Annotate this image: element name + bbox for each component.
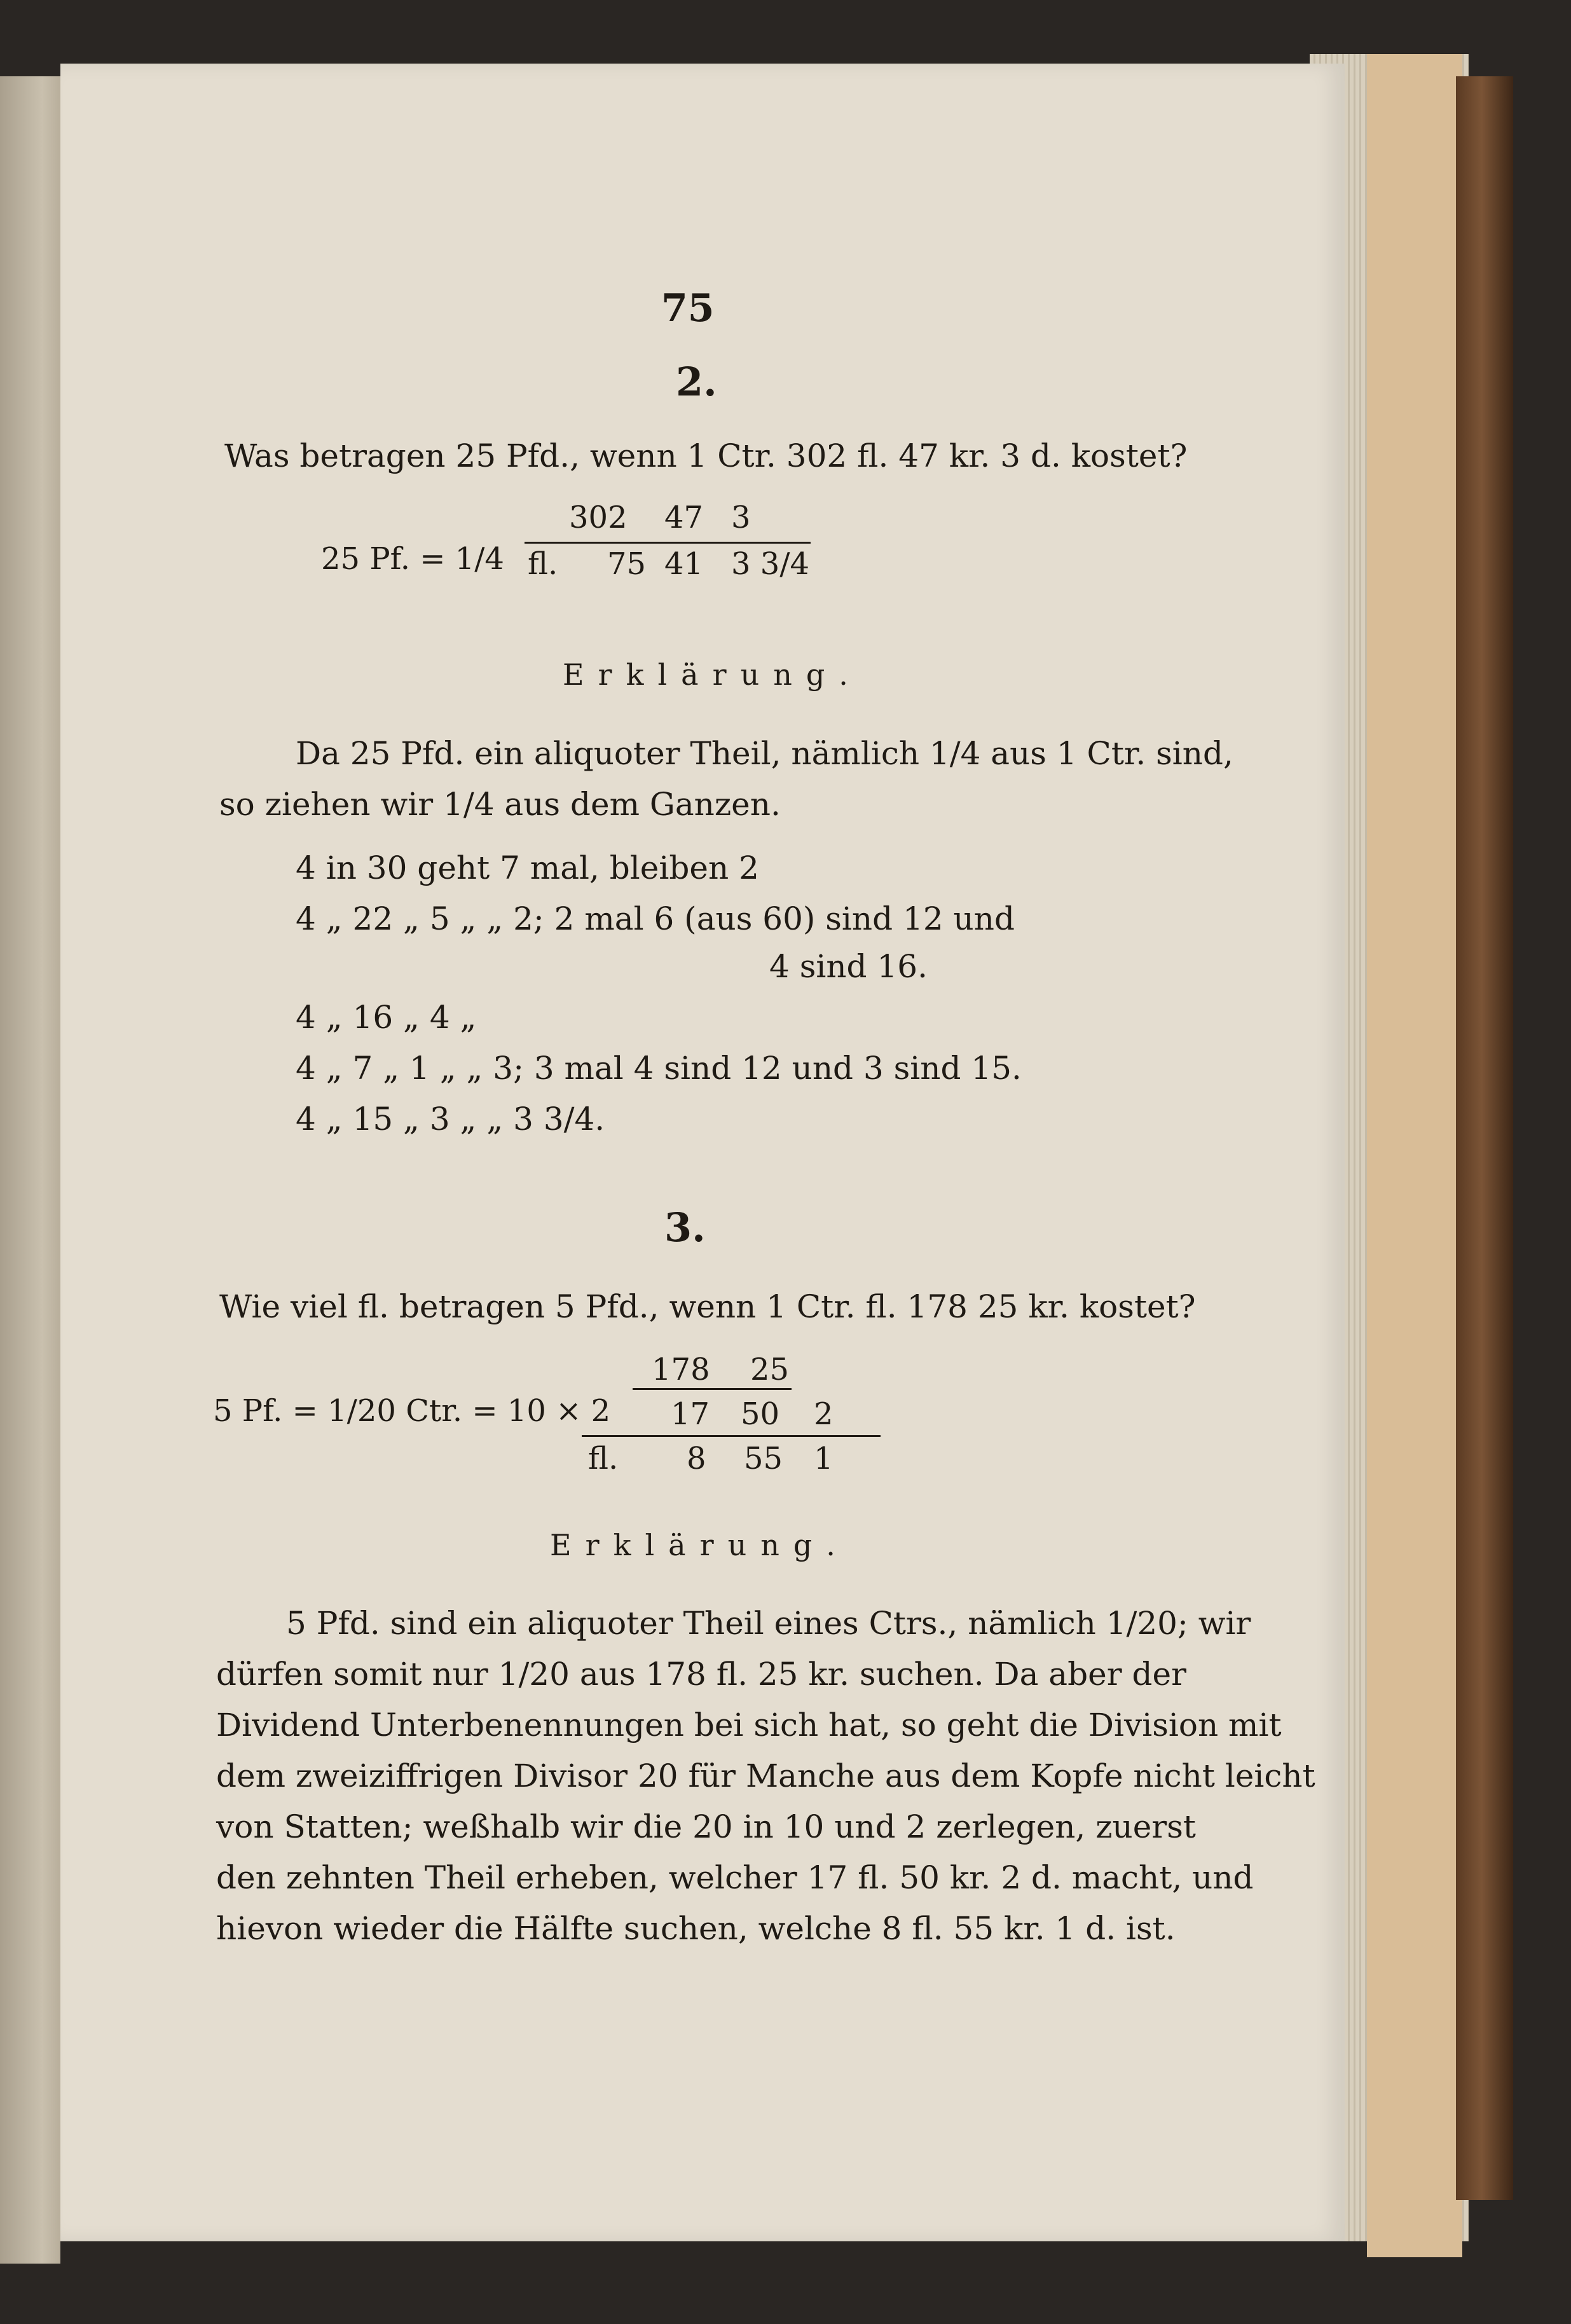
calc-value: 3 3/4 xyxy=(731,546,810,582)
paragraph-line: dem zweiziffrigen Divisor 20 für Manche aus dem Kopfe nicht leicht xyxy=(216,1757,1315,1794)
division-step: 4 „ 15 „ 3 „ „ 3 3/4. xyxy=(296,1101,605,1138)
division-step: 4 in 30 geht 7 mal, bleiben 2 xyxy=(296,849,759,886)
section-number: 3. xyxy=(664,1204,706,1251)
section-heading: Erklärung. xyxy=(550,1528,849,1562)
division-step: 4 „ 16 „ 4 „ xyxy=(296,999,477,1036)
paragraph-line: Da 25 Pfd. ein aliquoter Theil, nämlich 1/4 aus 1 Ctr. sind, xyxy=(296,735,1233,772)
sum-line xyxy=(525,542,811,544)
calc-value: 17 xyxy=(671,1396,710,1432)
calc-left: 5 Pf. = 1/20 Ctr. = 10 × 2 xyxy=(213,1393,611,1429)
paragraph-line: den zehnten Theil erheben, welcher 17 fl. 50 kr. 2 d. macht, und xyxy=(216,1859,1254,1896)
calc-value: 75 xyxy=(607,546,647,582)
cover-edge xyxy=(1367,54,1462,2257)
calc-value: 178 xyxy=(652,1352,710,1387)
question-text: Wie viel fl. betragen 5 Pfd., wenn 1 Ctr. fl. 178 25 kr. kostet? xyxy=(219,1288,1196,1325)
calc-value: 1 xyxy=(814,1441,834,1476)
section-number: 2. xyxy=(676,359,717,405)
paragraph-line: von Statten; weßhalb wir die 20 in 10 und 2 zerlegen, zuerst xyxy=(216,1808,1196,1845)
calc-value: 41 xyxy=(664,546,704,582)
section-heading: Erklärung. xyxy=(563,657,862,692)
book-spine xyxy=(1456,76,1513,2200)
calc-value: 25 xyxy=(750,1352,790,1387)
calc-value: 50 xyxy=(741,1396,780,1432)
calc-value: 55 xyxy=(744,1441,783,1476)
paragraph-line: so ziehen wir 1/4 aus dem Ganzen. xyxy=(219,786,781,823)
division-step: 4 „ 22 „ 5 „ „ 2; 2 mal 6 (aus 60) sind 12 und xyxy=(296,900,1015,937)
calc-value: 2 xyxy=(814,1396,834,1432)
page-number: 75 xyxy=(661,286,715,331)
paragraph-line: hievon wieder die Hälfte suchen, welche 8 fl. 55 kr. 1 d. ist. xyxy=(216,1910,1176,1947)
calc-value: 302 xyxy=(569,500,628,535)
division-step: 4 „ 7 „ 1 „ „ 3; 3 mal 4 sind 12 und 3 sind 15. xyxy=(296,1050,1022,1087)
sum-line xyxy=(582,1435,881,1437)
calc-value: 3 xyxy=(731,500,751,535)
sum-line xyxy=(633,1388,792,1390)
left-page-edge xyxy=(0,76,60,2264)
book-page xyxy=(60,64,1345,2241)
result-prefix: fl. xyxy=(528,546,558,582)
calc-left: 25 Pf. = 1/4 xyxy=(321,541,504,577)
calc-value: 47 xyxy=(664,500,704,535)
division-step: 4 sind 16. xyxy=(769,948,928,985)
paragraph-line: dürfen somit nur 1/20 aus 178 fl. 25 kr. suchen. Da aber der xyxy=(216,1656,1187,1693)
question-text: Was betragen 25 Pfd., wenn 1 Ctr. 302 fl. 47 kr. 3 d. kostet? xyxy=(224,437,1188,474)
result-prefix: fl. xyxy=(588,1441,619,1476)
paragraph-line: 5 Pfd. sind ein aliquoter Theil eines Ctrs., nämlich 1/20; wir xyxy=(286,1605,1251,1642)
paragraph-line: Dividend Unterbenennungen bei sich hat, so geht die Division mit xyxy=(216,1707,1282,1743)
calc-value: 8 xyxy=(687,1441,706,1476)
